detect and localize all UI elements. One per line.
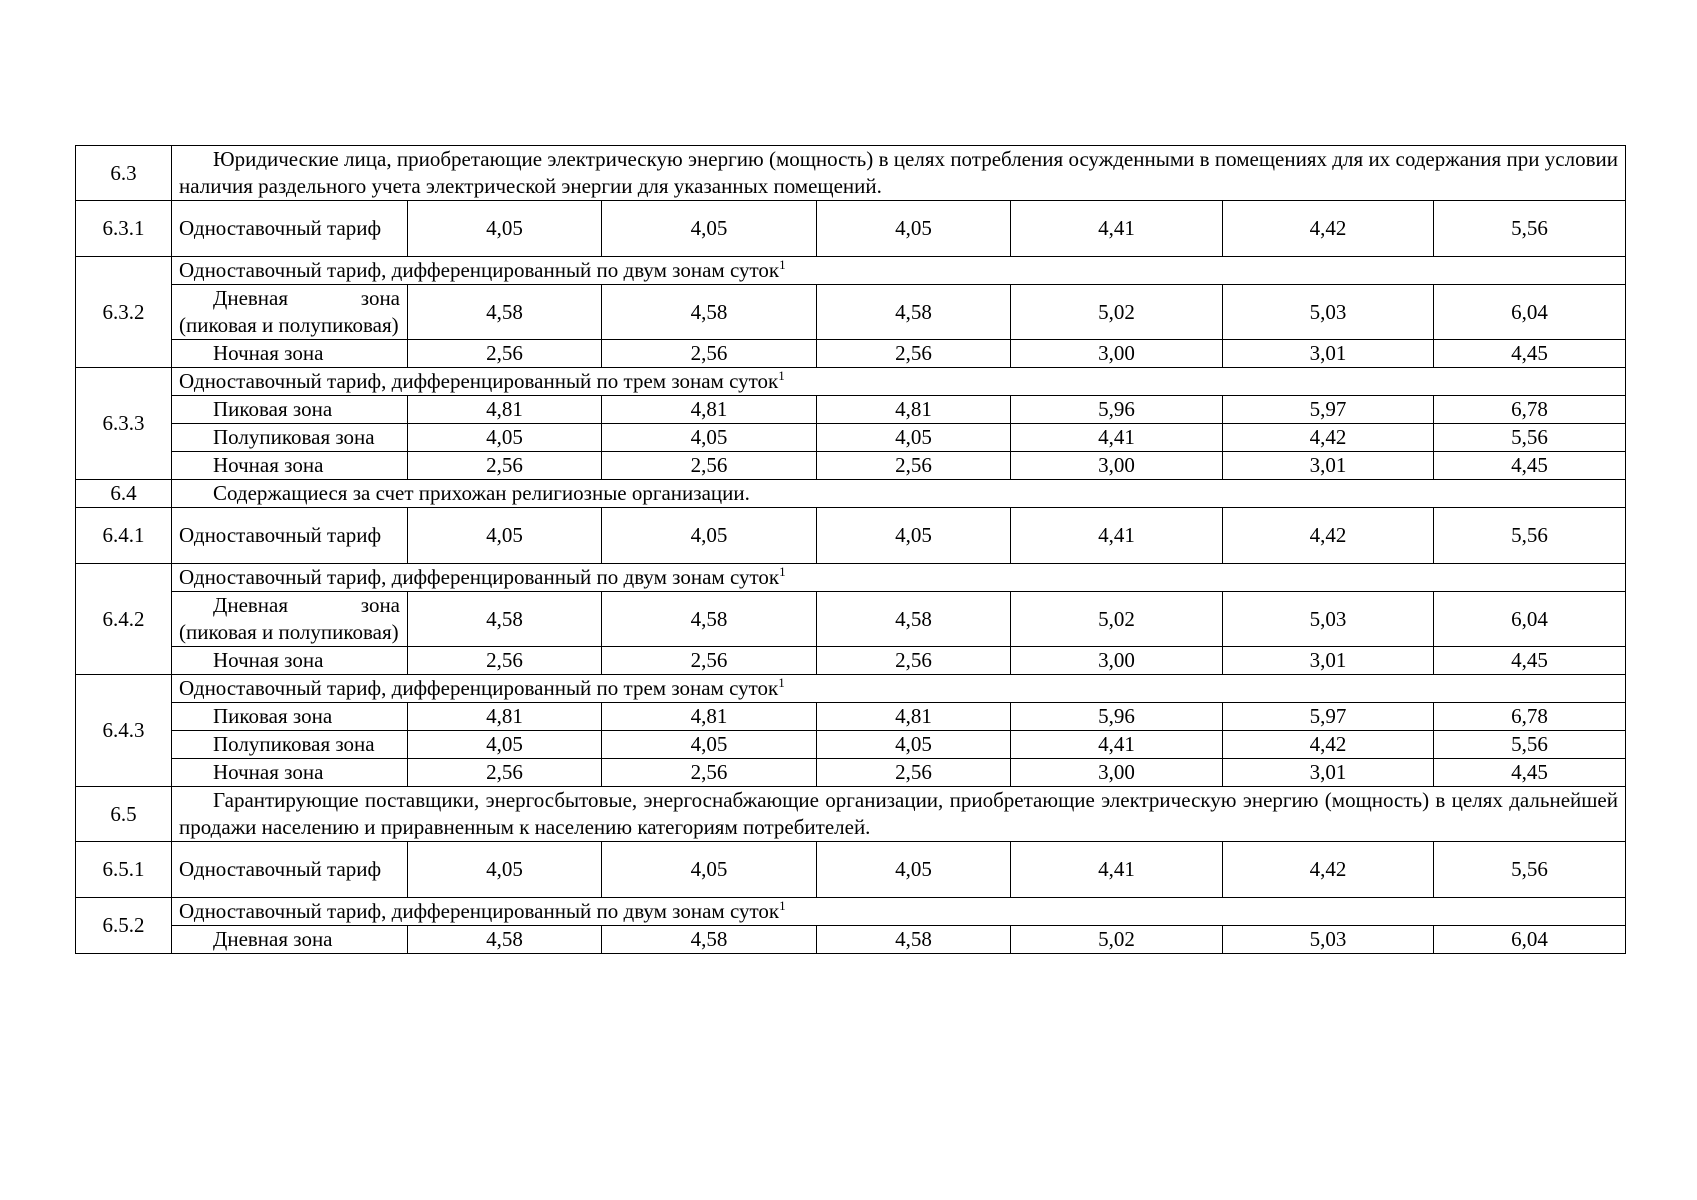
item-number: 6.4.3 xyxy=(76,675,172,787)
value-cell: 4,58 xyxy=(602,926,817,954)
value-cell: 3,01 xyxy=(1223,452,1434,480)
subsection-label: Одноставочный тариф, дифференцированный по трем зонам суток xyxy=(179,369,779,393)
value-cell: 4,81 xyxy=(817,703,1011,731)
value-cell: 4,42 xyxy=(1223,508,1434,564)
tariff-row xyxy=(76,926,1626,954)
value-cell: 2,56 xyxy=(408,759,602,787)
value-cell: 4,42 xyxy=(1223,424,1434,452)
section-row xyxy=(76,480,1626,508)
value-cell: 4,58 xyxy=(817,926,1011,954)
row-label: Дневная зона (пиковая и полупиковая) xyxy=(172,285,408,340)
value-cell: 4,41 xyxy=(1011,424,1223,452)
subsection-title xyxy=(172,368,1626,396)
value-cell: 3,01 xyxy=(1223,647,1434,675)
value-cell: 4,45 xyxy=(1434,759,1626,787)
value-cell: 4,81 xyxy=(817,396,1011,424)
subsection-label: Одноставочный тариф, дифференцированный по двум зонам суток xyxy=(179,258,780,282)
value-cell: 6,78 xyxy=(1434,396,1626,424)
value-cell: 2,56 xyxy=(817,452,1011,480)
value-cell: 4,42 xyxy=(1223,201,1434,257)
value-cell: 4,05 xyxy=(602,508,817,564)
value-cell: 6,04 xyxy=(1434,592,1626,647)
footnote-mark: 1 xyxy=(779,898,786,913)
value-cell: 4,05 xyxy=(602,424,817,452)
value-cell: 2,56 xyxy=(408,340,602,368)
value-cell: 4,81 xyxy=(602,703,817,731)
tariff-row xyxy=(76,340,1626,368)
value-cell: 4,05 xyxy=(602,201,817,257)
value-cell: 4,41 xyxy=(1011,201,1223,257)
row-label: Дневная зона (пиковая и полупиковая) xyxy=(172,592,408,647)
value-cell: 2,56 xyxy=(602,452,817,480)
value-cell: 4,41 xyxy=(1011,731,1223,759)
row-label: Одноставочный тариф xyxy=(172,201,408,257)
value-cell: 2,56 xyxy=(817,340,1011,368)
subsection-row xyxy=(76,675,1626,703)
footnote-mark: 1 xyxy=(778,368,785,383)
value-cell: 4,58 xyxy=(602,592,817,647)
section-title: Гарантирующие поставщики, энергосбытовые, энергоснабжающие организации, приобретающие электрическую энергию (мощность) в целях дальнейшей продажи населению и приравненным к населению категориям потребителей. xyxy=(172,787,1626,842)
value-cell: 3,01 xyxy=(1223,759,1434,787)
value-cell: 4,05 xyxy=(602,842,817,898)
tariff-row xyxy=(76,842,1626,898)
value-cell: 6,04 xyxy=(1434,285,1626,340)
section-title: Содержащиеся за счет прихожан религиозные организации. xyxy=(172,480,1626,508)
value-cell: 4,58 xyxy=(602,285,817,340)
value-cell: 2,56 xyxy=(602,647,817,675)
value-cell: 5,96 xyxy=(1011,703,1223,731)
value-cell: 5,56 xyxy=(1434,201,1626,257)
value-cell: 4,81 xyxy=(408,703,602,731)
section-number: 6.3 xyxy=(76,146,172,201)
value-cell: 5,03 xyxy=(1223,285,1434,340)
value-cell: 5,02 xyxy=(1011,592,1223,647)
value-cell: 4,58 xyxy=(408,285,602,340)
row-label: Одноставочный тариф xyxy=(172,842,408,898)
value-cell: 2,56 xyxy=(408,452,602,480)
value-cell: 4,42 xyxy=(1223,731,1434,759)
value-cell: 4,81 xyxy=(408,396,602,424)
footnote-mark: 1 xyxy=(779,257,786,272)
row-label: Полупиковая зона xyxy=(172,731,408,759)
section-number: 6.4 xyxy=(76,480,172,508)
subsection-label: Одноставочный тариф, дифференцированный по двум зонам суток xyxy=(179,565,780,589)
value-cell: 4,45 xyxy=(1434,452,1626,480)
row-label: Ночная зона xyxy=(172,647,408,675)
section-row xyxy=(76,146,1626,201)
value-cell: 5,02 xyxy=(1011,926,1223,954)
value-cell: 4,05 xyxy=(408,201,602,257)
value-cell: 5,97 xyxy=(1223,703,1434,731)
value-cell: 4,05 xyxy=(602,731,817,759)
tariff-row xyxy=(76,759,1626,787)
subsection-title xyxy=(172,564,1626,592)
row-label: Полупиковая зона xyxy=(172,424,408,452)
tariff-row xyxy=(76,703,1626,731)
value-cell: 2,56 xyxy=(602,340,817,368)
tariff-row xyxy=(76,508,1626,564)
value-cell: 2,56 xyxy=(817,647,1011,675)
footnote-mark: 1 xyxy=(778,675,785,690)
value-cell: 2,56 xyxy=(602,759,817,787)
item-number: 6.3.1 xyxy=(76,201,172,257)
value-cell: 4,05 xyxy=(408,731,602,759)
value-cell: 4,05 xyxy=(408,508,602,564)
subsection-row xyxy=(76,368,1626,396)
row-label: Одноставочный тариф xyxy=(172,508,408,564)
value-cell: 4,05 xyxy=(817,201,1011,257)
footnote-mark: 1 xyxy=(779,564,786,579)
item-number: 6.4.1 xyxy=(76,508,172,564)
item-number: 6.5.1 xyxy=(76,842,172,898)
value-cell: 5,56 xyxy=(1434,424,1626,452)
value-cell: 3,00 xyxy=(1011,340,1223,368)
value-cell: 4,41 xyxy=(1011,842,1223,898)
value-cell: 4,05 xyxy=(408,424,602,452)
value-cell: 4,81 xyxy=(602,396,817,424)
value-cell: 5,96 xyxy=(1011,396,1223,424)
tariff-row xyxy=(76,424,1626,452)
row-label: Ночная зона xyxy=(172,340,408,368)
tariff-row xyxy=(76,285,1626,340)
value-cell: 4,58 xyxy=(817,285,1011,340)
value-cell: 2,56 xyxy=(817,759,1011,787)
value-cell: 4,05 xyxy=(817,508,1011,564)
item-number: 6.3.2 xyxy=(76,257,172,368)
tariff-row xyxy=(76,731,1626,759)
value-cell: 3,00 xyxy=(1011,647,1223,675)
item-number: 6.4.2 xyxy=(76,564,172,675)
value-cell: 5,56 xyxy=(1434,508,1626,564)
value-cell: 3,01 xyxy=(1223,340,1434,368)
row-label: Ночная зона xyxy=(172,452,408,480)
section-row xyxy=(76,787,1626,842)
subsection-row xyxy=(76,898,1626,926)
value-cell: 4,58 xyxy=(408,926,602,954)
tariff-table xyxy=(75,145,1626,954)
value-cell: 4,05 xyxy=(817,842,1011,898)
subsection-row xyxy=(76,564,1626,592)
value-cell: 2,56 xyxy=(408,647,602,675)
subsection-label: Одноставочный тариф, дифференцированный по трем зонам суток xyxy=(179,676,779,700)
value-cell: 3,00 xyxy=(1011,759,1223,787)
value-cell: 4,05 xyxy=(817,731,1011,759)
subsection-title xyxy=(172,898,1626,926)
item-number: 6.3.3 xyxy=(76,368,172,480)
value-cell: 4,05 xyxy=(817,424,1011,452)
value-cell: 4,41 xyxy=(1011,508,1223,564)
value-cell: 5,03 xyxy=(1223,592,1434,647)
item-number: 6.5.2 xyxy=(76,898,172,954)
subsection-row xyxy=(76,257,1626,285)
value-cell: 4,58 xyxy=(408,592,602,647)
row-label: Пиковая зона xyxy=(172,703,408,731)
tariff-row xyxy=(76,647,1626,675)
value-cell: 3,00 xyxy=(1011,452,1223,480)
value-cell: 5,03 xyxy=(1223,926,1434,954)
row-label: Ночная зона xyxy=(172,759,408,787)
section-title: Юридические лица, приобретающие электрическую энергию (мощность) в целях потребления осужденными в помещениях для их содержания при условии наличия раздельного учета электрической энергии для указанных помещений. xyxy=(172,146,1626,201)
tariff-row xyxy=(76,452,1626,480)
value-cell: 6,78 xyxy=(1434,703,1626,731)
value-cell: 5,02 xyxy=(1011,285,1223,340)
value-cell: 4,05 xyxy=(408,842,602,898)
subsection-label: Одноставочный тариф, дифференцированный по двум зонам суток xyxy=(179,899,780,923)
tariff-row xyxy=(76,592,1626,647)
tariff-row xyxy=(76,396,1626,424)
value-cell: 4,58 xyxy=(817,592,1011,647)
section-number: 6.5 xyxy=(76,787,172,842)
value-cell: 5,56 xyxy=(1434,842,1626,898)
tariff-row xyxy=(76,201,1626,257)
row-label: Дневная зона xyxy=(172,926,408,954)
subsection-title xyxy=(172,675,1626,703)
value-cell: 5,97 xyxy=(1223,396,1434,424)
row-label: Пиковая зона xyxy=(172,396,408,424)
value-cell: 4,42 xyxy=(1223,842,1434,898)
value-cell: 6,04 xyxy=(1434,926,1626,954)
value-cell: 5,56 xyxy=(1434,731,1626,759)
subsection-title xyxy=(172,257,1626,285)
value-cell: 4,45 xyxy=(1434,340,1626,368)
value-cell: 4,45 xyxy=(1434,647,1626,675)
